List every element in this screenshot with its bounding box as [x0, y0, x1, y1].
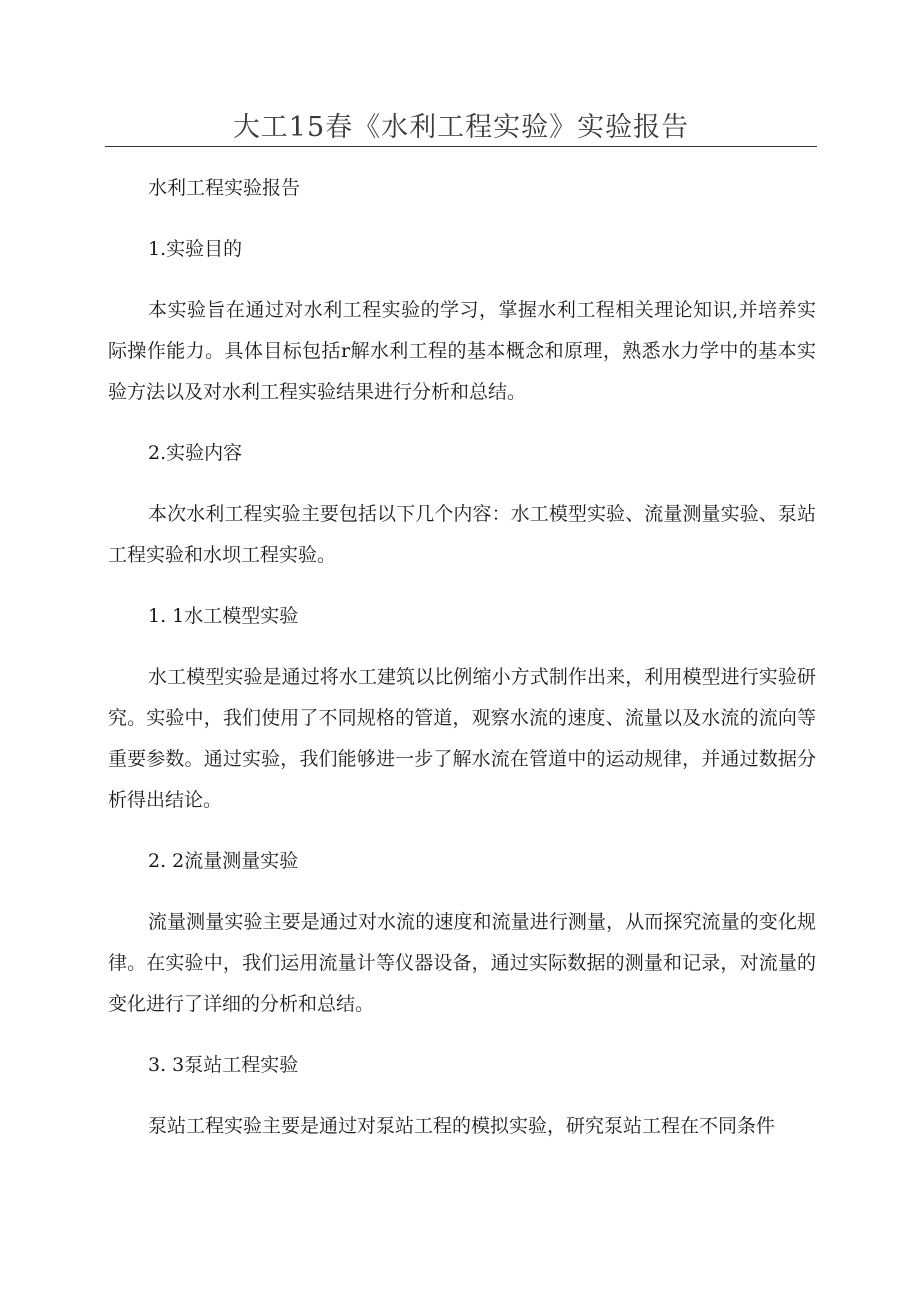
subsection-heading-flow: 2. 2流量测量实验: [148, 850, 299, 872]
subsection-heading-model: 1. 1水工模型实验: [148, 605, 299, 627]
title-underline: [105, 146, 817, 147]
section-heading-purpose: 1.实验目的: [148, 238, 243, 260]
subsection-heading-pump: 3. 3泵站工程实验: [148, 1054, 299, 1076]
report-heading: 水利工程实验报告: [148, 177, 301, 199]
paragraph-content: 本次水利工程实验主要包括以下几个内容：水工模型实验、流量测量实验、泵站工程实验和水坝工程实验。: [108, 503, 816, 566]
paragraph-flow: 流量测量实验主要是通过对水流的速度和流量进行测量，从而探究流量的变化规律。在实验中，我们运用流量计等仪器设备，通过实际数据的测量和记录，对流量的变化进行了详细的分析和总结。: [108, 911, 816, 1015]
paragraph-model: 水工模型实验是通过将水工建筑以比例缩小方式制作出来，利用模型进行实验研究。实验中，我们使用了不同规格的管道，观察水流的速度、流量以及水流的流向等重要参数。通过实验，我们能够进一步了解水流在管道中的运动规律，并通过数据分析得出结论。: [108, 666, 816, 811]
paragraph-purpose: 本实验旨在通过对水利工程实验的学习，掌握水利工程相关理论知识,并培养实际操作能力。具体目标包括r解水利工程的基本概念和原理，熟悉水力学中的基本实验方法以及对水利工程实验结果进行分析和总结。: [108, 299, 816, 403]
document-body: [108, 168, 816, 1147]
section-heading-content: 2.实验内容: [148, 442, 243, 464]
document-title: 大工15春《水利工程实验》实验报告: [232, 112, 690, 143]
paragraph-pump: 泵站工程实验主要是通过对泵站工程的模拟实验，研究泵站工程在不同条件: [148, 1115, 776, 1137]
